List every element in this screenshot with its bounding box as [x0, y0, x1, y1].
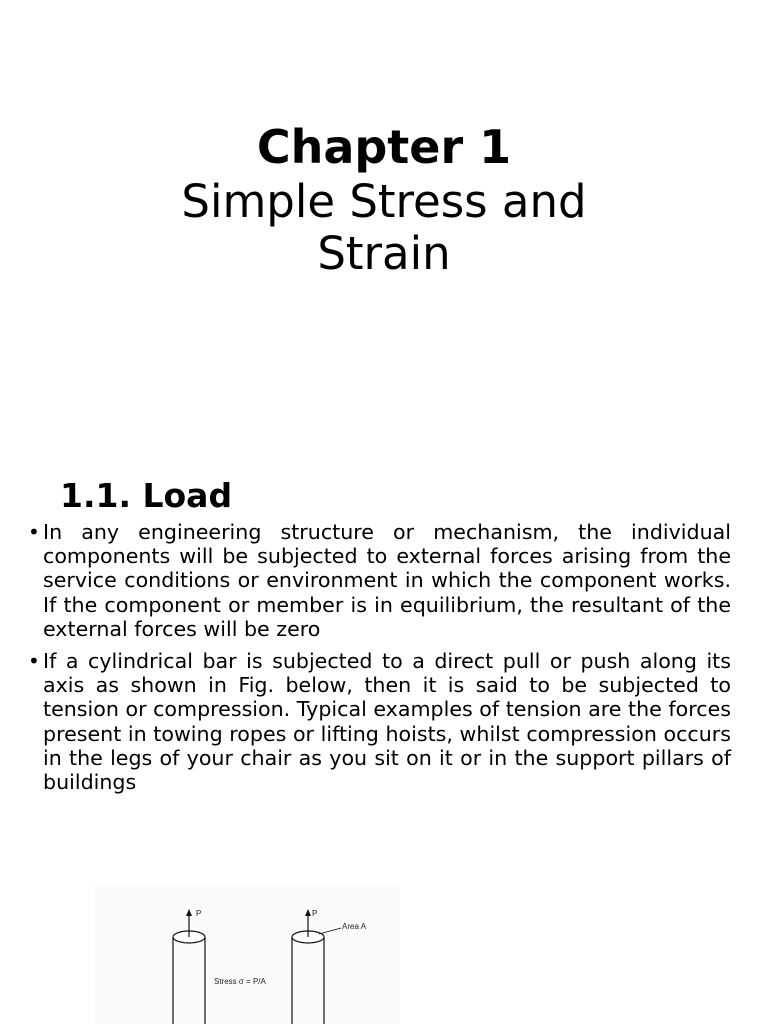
area-leader-line — [319, 928, 341, 934]
right-bar — [292, 931, 324, 1024]
bullet-marker: • — [28, 649, 40, 674]
left-bar — [173, 931, 205, 1024]
right-load-label: P — [312, 909, 318, 918]
tension-bar-figure — [95, 885, 400, 1024]
area-label: Area A — [342, 922, 367, 931]
left-load-label: P — [196, 909, 202, 918]
bullet-text: In any engineering structure or mechanism, the individual components will be subjected to external forces arising from the service conditions or environment in which the component works. If the component or member is in equilibrium, the resultant of the external forces will be zero — [43, 520, 731, 641]
bullet-list — [28, 520, 731, 802]
stress-formula-label: Stress σ = P/A — [214, 977, 266, 986]
bullet-marker: • — [28, 520, 40, 544]
subtitle-line-1: Simple Stress and — [181, 175, 587, 228]
bar-diagram — [95, 885, 400, 1024]
chapter-title: Chapter 1 — [256, 120, 512, 174]
subtitle-line-2: Strain — [317, 227, 451, 280]
bullet-item — [28, 649, 731, 794]
bullet-text: If a cylindrical bar is subjected to a direct pull or push along its axis as shown in Fig. below, then it is said to be subjected to tension or compression. Typical examples of tension are the forces present in towing ropes or lifting hoists, whilst compression occurs in the legs of your chair as you sit on it or in the support pillars of buildings — [43, 649, 731, 795]
chapter-subtitle — [0, 176, 768, 280]
bullet-item — [28, 520, 731, 641]
section-heading: 1.1. Load — [60, 476, 233, 515]
